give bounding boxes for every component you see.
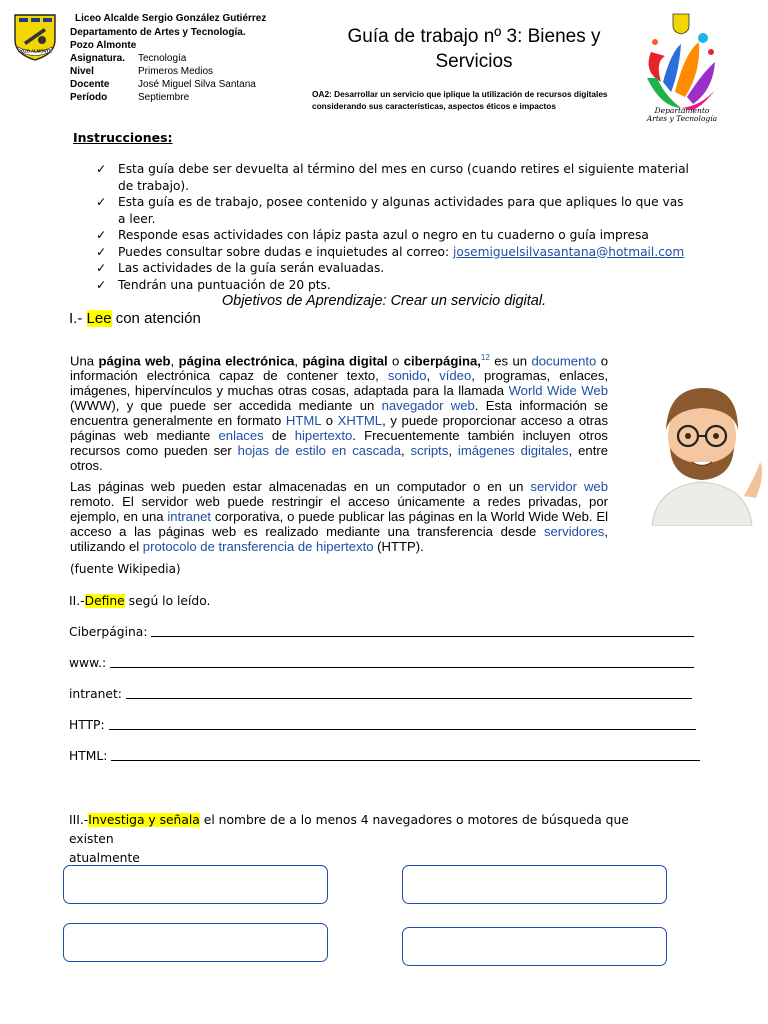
- instructions-title: Instrucciones:: [73, 130, 173, 145]
- definition-row: [69, 656, 694, 670]
- wiki-link[interactable]: XHTML: [337, 413, 383, 429]
- para-term: ciberpágina: [403, 353, 478, 369]
- title-line: Guía de trabajo nº 3: Bienes y: [347, 26, 601, 47]
- list-item: [96, 260, 692, 277]
- para-segment: (HTTP).: [373, 539, 424, 555]
- instructions-list: [96, 161, 692, 293]
- field-value: Primeros Medios: [138, 66, 214, 77]
- section-prefix: I.-: [69, 310, 83, 327]
- list-item: [96, 244, 692, 261]
- section-rest: atualmente: [69, 851, 140, 865]
- para-segment: o: [387, 353, 404, 369]
- reference-sup[interactable]: 1​2: [480, 353, 490, 362]
- instruction-text: Tendrán una puntuación de 20 pts.: [118, 277, 331, 292]
- wiki-link[interactable]: hojas de estilo en cascada: [237, 443, 401, 459]
- list-item: [96, 277, 692, 294]
- wiki-link[interactable]: documento: [531, 353, 597, 369]
- wiki-link[interactable]: vídeo: [439, 368, 472, 384]
- answer-box[interactable]: [402, 865, 667, 904]
- check-icon: ✓: [96, 162, 107, 176]
- field-value: Septiembre: [138, 92, 190, 103]
- answer-line[interactable]: [151, 625, 694, 637]
- section-2-heading: [69, 594, 210, 608]
- para-segment: ,: [426, 368, 440, 384]
- para-segment: (WWW), y que puede ser accedida mediante un: [70, 398, 382, 414]
- definition-row: [69, 625, 694, 639]
- art-logo-line: Departamento: [654, 106, 710, 115]
- para-segment: ,: [401, 443, 411, 459]
- term-label: www.:: [69, 656, 107, 670]
- para-segment: remoto. El servidor web puede restringir el acceso únicamente a redes privadas, por ejemplo, en una: [70, 494, 608, 525]
- wiki-link[interactable]: servidor web: [530, 479, 608, 495]
- wiki-link[interactable]: intranet: [167, 509, 212, 525]
- school-logo: [12, 12, 58, 62]
- section-prefix: III.-: [69, 813, 89, 827]
- field-row: [70, 65, 290, 78]
- section-3-heading: [69, 811, 669, 868]
- document-title: [318, 24, 630, 74]
- header-fields: [70, 52, 290, 104]
- para-segment: Una: [70, 353, 99, 369]
- list-item: [96, 161, 692, 194]
- wiki-link[interactable]: protocolo de transferencia de hipertexto: [142, 539, 374, 555]
- para-segment: ,: [294, 353, 303, 369]
- answer-line[interactable]: [126, 687, 692, 699]
- section-rest: el nombre de a lo menos 4 navegadores o motores de búsqueda que existen: [69, 813, 629, 846]
- para-segment: es un: [489, 353, 532, 369]
- para-segment: , programas, enlaces, imágenes, hipervínculos y muchas otras cosas, adaptada para la llamada: [70, 368, 608, 399]
- section-verb: Investiga y señala: [88, 813, 200, 827]
- answer-line[interactable]: [110, 656, 694, 668]
- wiki-link[interactable]: servidores: [543, 524, 605, 540]
- check-icon: ✓: [96, 261, 107, 275]
- field-label: Docente: [70, 79, 110, 90]
- term-label: intranet:: [69, 687, 122, 701]
- wiki-link[interactable]: imágenes digitales: [457, 443, 569, 459]
- school-name: Liceo Alcalde Sergio González Gutiérrez: [75, 13, 267, 24]
- field-row: [70, 91, 290, 104]
- para-segment: Las páginas web pueden estar almacenadas en un computador o en un: [70, 479, 531, 495]
- para-segment: , entre otros.: [70, 443, 608, 474]
- check-icon: ✓: [96, 244, 107, 259]
- list-item: [96, 227, 692, 244]
- wiki-link[interactable]: World Wide Web: [508, 383, 608, 399]
- para-term: página web: [98, 353, 171, 369]
- section-prefix: II.-: [69, 594, 85, 608]
- wiki-link[interactable]: HTML: [285, 413, 322, 429]
- instruction-text: Las actividades de la guía serán evaluadas.: [118, 261, 385, 275]
- para-segment: o información electrónica capaz de contener texto,: [70, 353, 608, 384]
- oa-line: OA2: Desarrollar un servicio que iplique la utilización de recursos digitales: [312, 89, 608, 99]
- instruction-text: Esta guía es de trabajo, posee contenido y algunas actividades para que apliques lo que vas a leer.: [118, 195, 684, 226]
- field-row: [70, 52, 290, 65]
- art-logo-caption: [645, 107, 719, 123]
- answer-line[interactable]: [109, 718, 696, 730]
- field-label: Nivel: [70, 66, 94, 77]
- department-name: Departamento de Artes y Tecnología.: [70, 27, 246, 38]
- art-department-logo: [641, 12, 721, 127]
- objective-heading: Objetivos de Aprendizaje: Crear un servicio digital.: [221, 293, 547, 309]
- city-name: Pozo Almonte: [70, 40, 137, 51]
- title-line: Servicios: [435, 51, 513, 72]
- para-segment: o: [321, 413, 338, 429]
- term-label: Ciberpágina:: [69, 625, 148, 639]
- para-term: página electrónica: [178, 353, 295, 369]
- answer-box[interactable]: [63, 865, 328, 904]
- section-verb: Define: [84, 594, 125, 608]
- term-label: HTTP:: [69, 718, 105, 732]
- definition-row: [69, 687, 692, 701]
- definition-row: [69, 718, 696, 732]
- term-label: HTML:: [69, 749, 108, 763]
- para-segment: corporativa, o puede publicar las páginas en la World Wide Web. El acceso a las páginas web es realizado mediante una transferencia desde: [70, 509, 608, 540]
- wiki-link[interactable]: hipertexto: [294, 428, 353, 444]
- reading-paragraph-1: [70, 350, 608, 473]
- para-segment: . Esta información se encuentra generalmente en formato: [70, 398, 609, 429]
- list-item: [96, 194, 692, 227]
- para-term: ,: [477, 353, 481, 369]
- learning-objective-header: [312, 88, 642, 112]
- field-value: Tecnología: [138, 53, 187, 64]
- para-segment: ,: [448, 443, 458, 459]
- wiki-link[interactable]: enlaces: [218, 428, 264, 444]
- avatar: [642, 374, 762, 526]
- field-row: [70, 78, 290, 91]
- answer-box[interactable]: [63, 923, 328, 962]
- para-segment: , utilizando el: [70, 524, 608, 555]
- oa-line: considerando sus características, aspectos éticos e impactos: [312, 101, 556, 111]
- para-term: página digital: [302, 353, 388, 369]
- answer-box[interactable]: [402, 927, 667, 966]
- wiki-link[interactable]: scripts: [410, 443, 449, 459]
- svg-text:POZO ALMONTE: POZO ALMONTE: [18, 48, 52, 54]
- para-segment: ,: [170, 353, 179, 369]
- section-verb: Lee: [86, 310, 112, 327]
- reading-paragraph-1-wrap: [70, 350, 698, 577]
- instruction-text: Esta guía debe ser devuelta al término del mes en curso (cuando retires el siguiente material de trabajo).: [118, 162, 689, 193]
- source-note: (fuente Wikipedia): [70, 562, 181, 577]
- definition-row: [69, 749, 700, 763]
- wiki-link[interactable]: navegador web: [381, 398, 475, 414]
- reading-paragraph-2: [70, 479, 608, 554]
- para-segment: de: [263, 428, 295, 444]
- check-icon: ✓: [96, 277, 107, 292]
- answer-line[interactable]: [111, 749, 700, 761]
- para-segment: . Frecuentemente también incluyen otros recursos como pueden ser: [70, 428, 608, 459]
- section-rest: segú lo leído.: [128, 594, 211, 608]
- email-link[interactable]: josemiguelsilvasantana@hotmail.com: [452, 244, 685, 259]
- field-label: Asignatura.: [70, 53, 126, 64]
- wiki-link[interactable]: sonido: [387, 368, 427, 384]
- check-icon: ✓: [96, 228, 107, 242]
- section-1-heading: [69, 310, 201, 327]
- field-label: Período: [70, 92, 108, 103]
- art-logo-line: Artes y Tecnología: [646, 114, 718, 123]
- para-segment: , y puede proporcionar acceso a otras páginas web mediante: [70, 413, 608, 444]
- instruction-text: Responde esas actividades con lápiz pasta azul o negro en tu cuaderno o guía impresa: [118, 228, 649, 242]
- instruction-text: Puedes consultar sobre dudas e inquietudes al correo:: [118, 244, 450, 259]
- section-rest: con atención: [115, 310, 201, 327]
- field-value: José Miguel Silva Santana: [138, 79, 256, 90]
- check-icon: ✓: [96, 195, 107, 209]
